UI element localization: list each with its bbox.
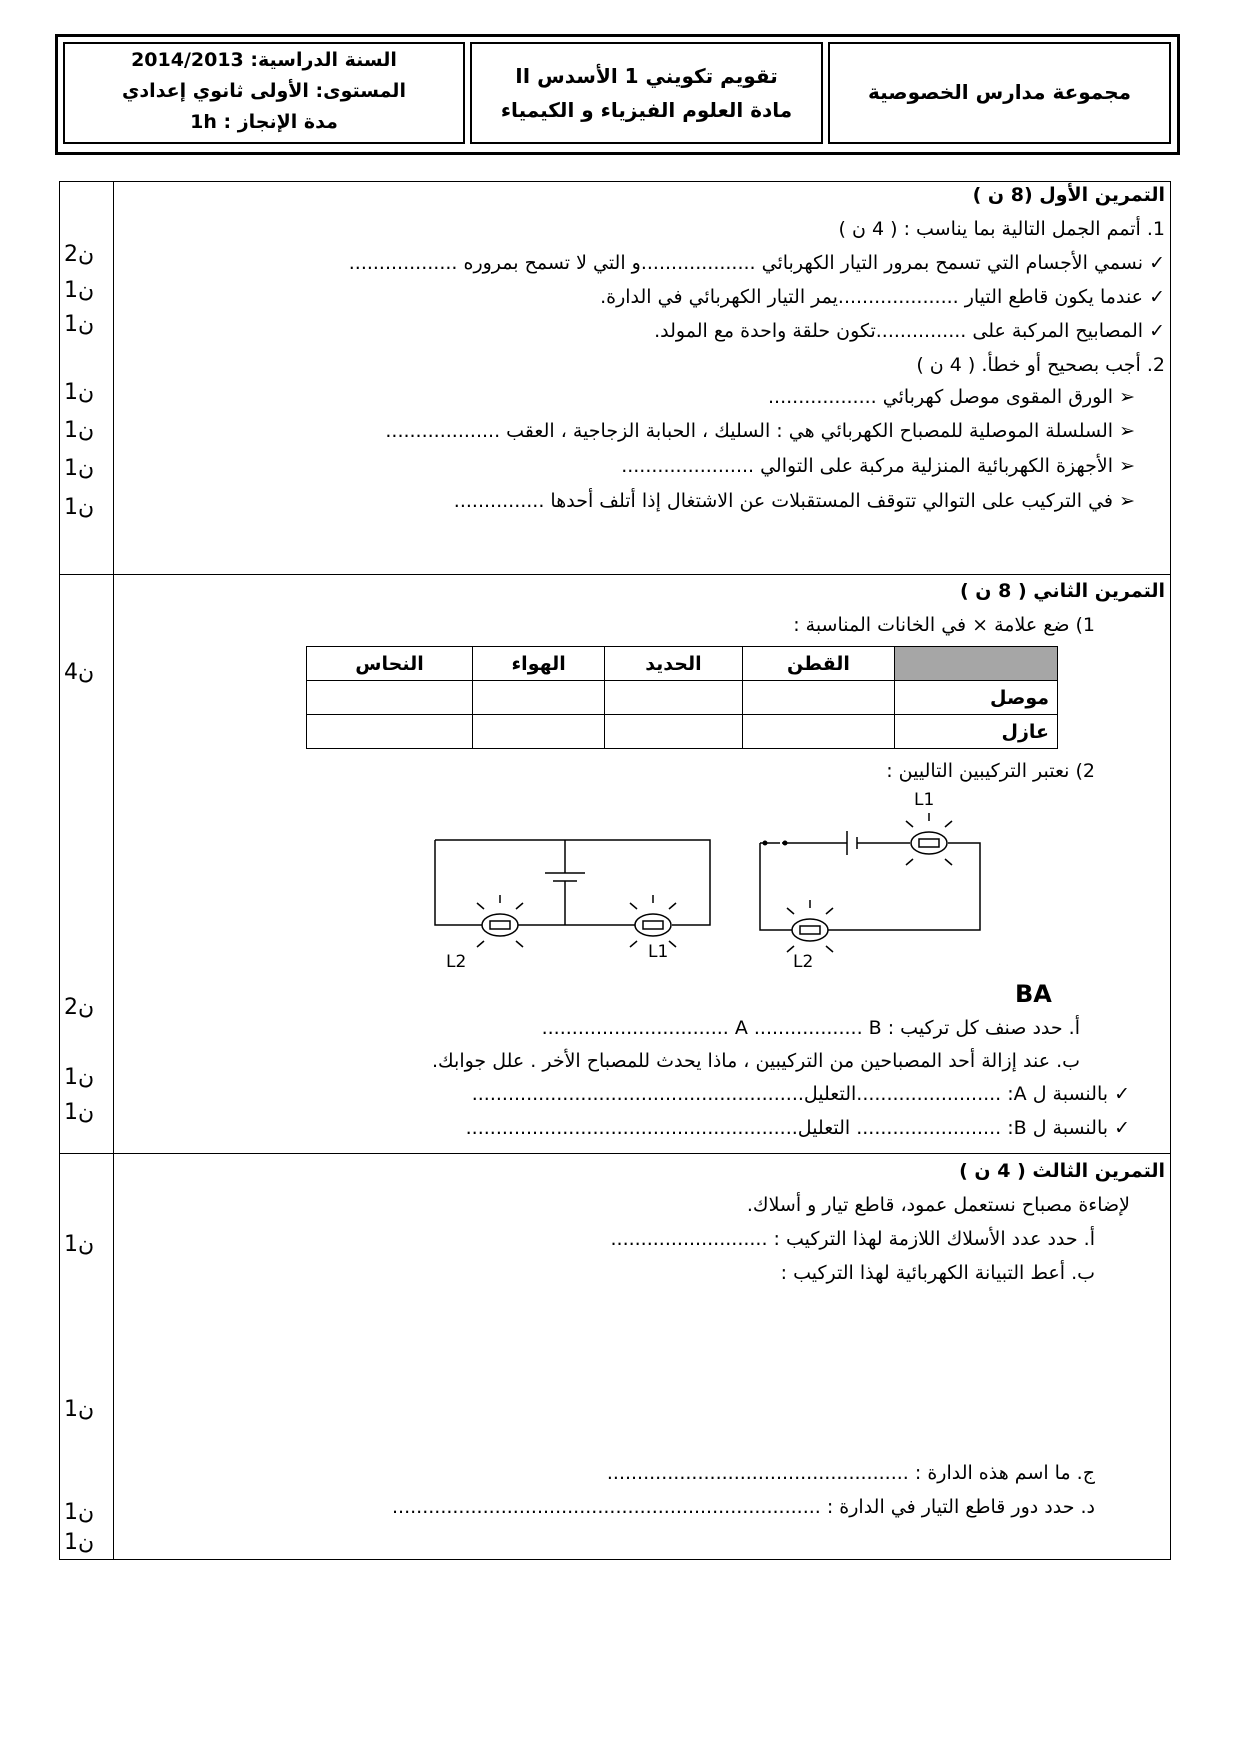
school-name: مجموعة مدارس الخصوصية <box>867 80 1131 104</box>
list-item <box>466 1117 1130 1139</box>
circuit-b-series <box>760 813 980 952</box>
exercise2-q1-heading: 1) ضع علامة × في الخانات المناسبة : <box>793 614 1095 636</box>
conductor-insulator-table <box>306 646 1058 749</box>
exercise1-q2-heading: 2. أجب بصحيح أو خطأ. ( 4 ن ) <box>916 354 1165 376</box>
table-header-cell: الهواء <box>473 647 605 681</box>
table-corner-cell <box>895 647 1058 681</box>
list-item <box>454 490 1135 512</box>
table-cell[interactable] <box>605 715 742 749</box>
label-l2: L2 <box>446 952 467 972</box>
exercise3-part-a: أ. حدد عدد الأسلاك اللازمة لهذا التركيب : .......................... <box>610 1228 1095 1250</box>
table-cell[interactable] <box>742 681 895 715</box>
mark: 1ن <box>64 495 95 520</box>
lamp-l2-icon <box>787 900 833 952</box>
header-school-name <box>828 42 1171 144</box>
arrow-bullet-icon: ➢ <box>1113 455 1135 477</box>
table-cell[interactable] <box>307 681 473 715</box>
exam-duration: مدة الإنجاز : 1h <box>190 111 338 133</box>
table-header-row <box>307 647 1058 681</box>
list-item <box>654 320 1165 342</box>
list-item <box>349 252 1165 274</box>
mark: 1ن <box>64 418 95 443</box>
mark: 1ن <box>64 1232 95 1257</box>
exercise3-title: التمرين الثالث ( 4 ن ) <box>959 1160 1165 1182</box>
label-a: A <box>1033 980 1052 1008</box>
arrow-bullet-icon: ➢ <box>1113 420 1135 442</box>
check-icon: ✓ <box>1143 252 1165 274</box>
school-level: المستوى: الأولى ثانوي إعدادي <box>122 80 406 102</box>
marks-column-divider <box>113 181 114 1560</box>
lamp-l1-icon <box>906 813 952 865</box>
mark: 1ن <box>64 1530 95 1555</box>
terminal-dot <box>783 841 788 846</box>
exam-title: تقويم تكويني 1 الأسدس II <box>515 64 778 88</box>
table-cell[interactable] <box>307 715 473 749</box>
lamp-l2-icon <box>477 895 523 947</box>
mark: 1ن <box>64 278 95 303</box>
label-l1: L1 <box>914 790 935 810</box>
table-cell[interactable] <box>473 681 605 715</box>
exercise1-title: التمرين الأول (8 ن ) <box>972 184 1165 206</box>
mark: 4ن <box>64 660 95 685</box>
exercise2-part-b: ب. عند إزالة أحد المصباحين من التركيبين ، ماذا يحدث للمصباح الأخر . علل جوابك. <box>431 1050 1080 1072</box>
table-cell[interactable] <box>473 715 605 749</box>
mark: 1ن <box>64 1065 95 1090</box>
circuit-names <box>1015 980 1052 1008</box>
list-item <box>768 386 1135 408</box>
exercise3-part-c: ج. ما اسم هذه الدارة : .................................................. <box>606 1462 1095 1484</box>
exam-subject: مادة العلوم الفيزياء و الكيمياء <box>500 98 793 122</box>
exercise3-part-d: د. حدد دور قاطع التيار في الدارة : ....................................................................... <box>392 1496 1095 1518</box>
exercise2-q2-heading: 2) نعتبر التركيبين التاليين : <box>886 760 1095 782</box>
list-item-text: عندما يكون قاطع التيار ....................يمر التيار الكهربائي في الدارة. <box>600 286 1144 308</box>
list-item-text: بالنسبة ل B: ........................ التعليل....................................................... <box>465 1117 1109 1139</box>
list-item-text: المصابيح المركبة على ...............تكون حلقة واحدة مع المولد. <box>654 320 1144 342</box>
school-year: السنة الدراسية: 2014/2013 <box>131 49 397 71</box>
mark: 1ن <box>64 1500 95 1525</box>
label-b: B <box>1015 980 1034 1008</box>
mark: 1ن <box>64 380 95 405</box>
list-item-text: بالنسبة ل A: ........................التعليل....................................................... <box>471 1083 1109 1105</box>
check-icon: ✓ <box>1143 320 1165 342</box>
mark: 2ن <box>64 242 95 267</box>
lamp-l1-icon <box>630 895 676 947</box>
circuit-diagrams <box>420 785 990 980</box>
check-icon: ✓ <box>1108 1083 1130 1105</box>
check-icon: ✓ <box>1108 1117 1130 1139</box>
label-l2: L2 <box>793 952 814 972</box>
mark: 1ن <box>64 456 95 481</box>
list-item <box>600 286 1165 308</box>
exercise1-q1-heading: 1. أتمم الجمل التالية بما يناسب : ( 4 ن ) <box>838 218 1165 240</box>
exercise-divider-2 <box>59 1153 1171 1154</box>
exercise3-part-b: ب. أعط التبيانة الكهربائية لهذا التركيب : <box>780 1262 1095 1284</box>
list-item-text: السلسلة الموصلية للمصباح الكهربائي هي : السليك ، الحبابة الزجاجية ، العقب ................... <box>385 420 1114 442</box>
list-item-text: في التركيب على التوالي تتوقف المستقبلات عن الاشتغال إذا أتلف أحدها ............... <box>453 490 1114 512</box>
list-item-text: نسمي الأجسام التي تسمح بمرور التيار الكهربائي ...................و التي لا تسمح بمروره .................. <box>348 252 1144 274</box>
exercise2-title: التمرين الثاني ( 8 ن ) <box>960 580 1165 602</box>
circuit-a-parallel <box>435 840 710 947</box>
mark: 1ن <box>64 1397 95 1422</box>
list-item-text: الورق المقوى موصل كهربائي .................. <box>768 386 1114 408</box>
label-l1: L1 <box>648 942 669 962</box>
table-header-cell: الحديد <box>605 647 742 681</box>
table-row <box>307 715 1058 749</box>
terminal-dot <box>763 841 768 846</box>
table-header-cell: القطن <box>742 647 895 681</box>
exercise2-part-a: أ. حدد صنف كل تركيب : A .................. B ............................... <box>541 1017 1080 1039</box>
list-item-text: الأجهزة الكهربائية المنزلية مركبة على التوالي ...................... <box>621 455 1114 477</box>
table-cell[interactable] <box>742 715 895 749</box>
exercise3-intro: لإضاءة مصباح نستعمل عمود، قاطع تيار و أسلاك. <box>746 1194 1130 1216</box>
header-school-info <box>63 42 465 144</box>
table-row-header: موصل <box>895 681 1058 715</box>
mark: 2ن <box>64 995 95 1020</box>
table-cell[interactable] <box>605 681 742 715</box>
table-row <box>307 681 1058 715</box>
table-header-cell: النحاس <box>307 647 473 681</box>
arrow-bullet-icon: ➢ <box>1113 490 1135 512</box>
exercise-divider-1 <box>59 574 1171 575</box>
mark: 1ن <box>64 312 95 337</box>
list-item <box>472 1083 1130 1105</box>
arrow-bullet-icon: ➢ <box>1113 386 1135 408</box>
table-row-header: عازل <box>895 715 1058 749</box>
list-item <box>621 455 1135 477</box>
list-item <box>385 420 1135 442</box>
header-exam-info <box>470 42 823 144</box>
check-icon: ✓ <box>1143 286 1165 308</box>
header-box <box>55 34 1180 155</box>
mark: 1ن <box>64 1100 95 1125</box>
